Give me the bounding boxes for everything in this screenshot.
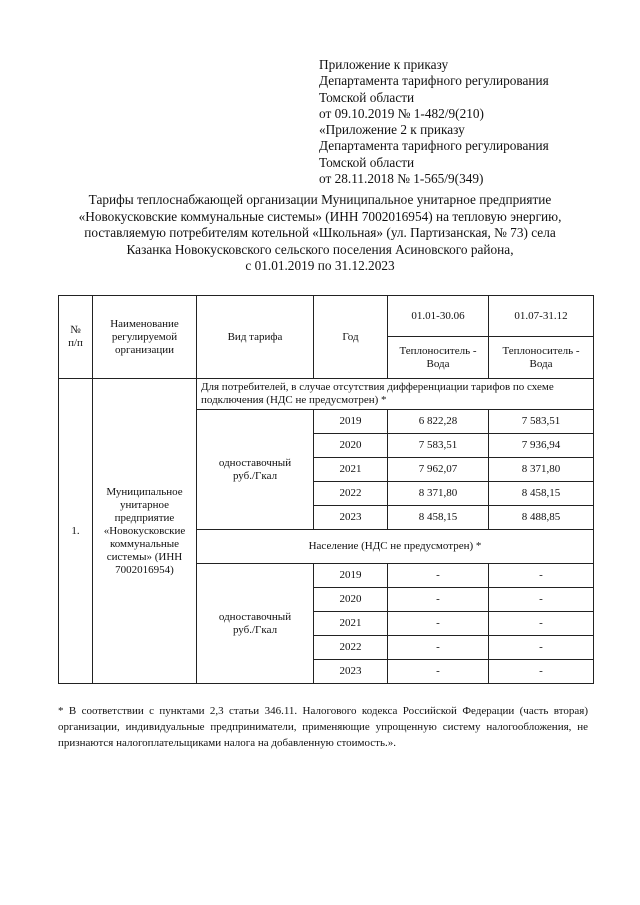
tariff-value: -: [388, 636, 489, 660]
header-num: № п/п: [59, 296, 93, 379]
tariff-value: 8 458,15: [388, 506, 489, 530]
header-tariff-type: Вид тарифа: [197, 296, 314, 379]
header-medium-1: Теплоноситель - Вода: [388, 337, 489, 379]
title-line: «Новокусковские коммунальные системы» (ИНН 7002016954) на тепловую энергию,: [78, 208, 562, 224]
title-line: Казанка Новокусковского сельского поселения Асиновского района,: [126, 241, 514, 257]
year-cell: 2023: [314, 506, 388, 530]
title-line: Тарифы теплоснабжающей организации Муниципальное унитарное предприятие: [88, 192, 552, 207]
section-consumers-label: Для потребителей, в случае отсутствия дифференциации тарифов по схеме подключения (НДС не предусмотрен) *: [197, 379, 594, 410]
tariff-table: [58, 295, 594, 684]
header-period-1: 01.01-30.06: [388, 296, 489, 337]
organization-name: Муниципальное унитарное предприятие «Новокусковские коммунальные системы» (ИНН 7002016954): [93, 379, 197, 684]
tariff-type-cell: одноставочный руб./Гкал: [197, 564, 314, 684]
header-line: от 09.10.2019 № 1-482/9(210): [319, 105, 484, 121]
header-line: от 28.11.2018 № 1-565/9(349): [319, 171, 484, 187]
tariff-value: 7 936,94: [489, 434, 594, 458]
tariff-value: 7 583,51: [489, 410, 594, 434]
footnote: * В соответствии с пунктами 2,3 статьи 346.11. Налогового кодекса Российской Федерации (часть вторая) организации, индивидуальные предприниматели, применяющие упрощенную систему налогообложения, не признаются налогоплательщиками налога на добавленную стоимость.».: [58, 705, 588, 749]
header-medium-2: Теплоноситель - Вода: [489, 337, 594, 379]
header-year: Год: [314, 296, 388, 379]
order-appendix-header: [319, 57, 619, 187]
year-cell: 2023: [314, 660, 388, 684]
tariff-value: -: [388, 564, 489, 588]
tariff-value: -: [489, 612, 594, 636]
tariff-value: 8 371,80: [489, 458, 594, 482]
tariff-value: 8 458,15: [489, 482, 594, 506]
row-number: 1.: [59, 379, 93, 684]
document-title: [40, 192, 600, 275]
header-line: Департамента тарифного регулирования: [319, 138, 549, 154]
tariff-value: 8 488,85: [489, 506, 594, 530]
header-line: Департамента тарифного регулирования: [319, 73, 549, 89]
year-cell: 2021: [314, 612, 388, 636]
tariff-value: -: [489, 660, 594, 684]
tariff-value: 7 583,51: [388, 434, 489, 458]
year-cell: 2019: [314, 410, 388, 434]
tariff-value: 7 962,07: [388, 458, 489, 482]
tariff-value: -: [489, 588, 594, 612]
tariff-value: -: [388, 660, 489, 684]
tariff-value: -: [489, 636, 594, 660]
section-population-label: Население (НДС не предусмотрен) *: [197, 530, 594, 564]
year-cell: 2021: [314, 458, 388, 482]
tariff-value: -: [489, 564, 594, 588]
year-cell: 2022: [314, 636, 388, 660]
tariff-value: -: [388, 588, 489, 612]
title-line: поставляемую потребителям котельной «Школьная» (ул. Партизанская, № 73) села: [84, 225, 556, 240]
year-cell: 2022: [314, 482, 388, 506]
year-cell: 2020: [314, 588, 388, 612]
header-org: Наименование регулируемой организации: [93, 296, 197, 379]
header-line: Томской области: [319, 89, 415, 105]
tariff-value: 8 371,80: [388, 482, 489, 506]
header-line: Томской области: [319, 154, 415, 170]
year-cell: 2020: [314, 434, 388, 458]
header-period-2: 01.07-31.12: [489, 296, 594, 337]
tariff-type-cell: одноставочный руб./Гкал: [197, 410, 314, 530]
title-line: с 01.01.2019 по 31.12.2023: [245, 258, 395, 273]
tariff-value: -: [388, 612, 489, 636]
tariff-value: 6 822,28: [388, 410, 489, 434]
header-line: Приложение к приказу: [319, 57, 449, 72]
header-line: «Приложение 2 к приказу: [319, 122, 465, 138]
year-cell: 2019: [314, 564, 388, 588]
